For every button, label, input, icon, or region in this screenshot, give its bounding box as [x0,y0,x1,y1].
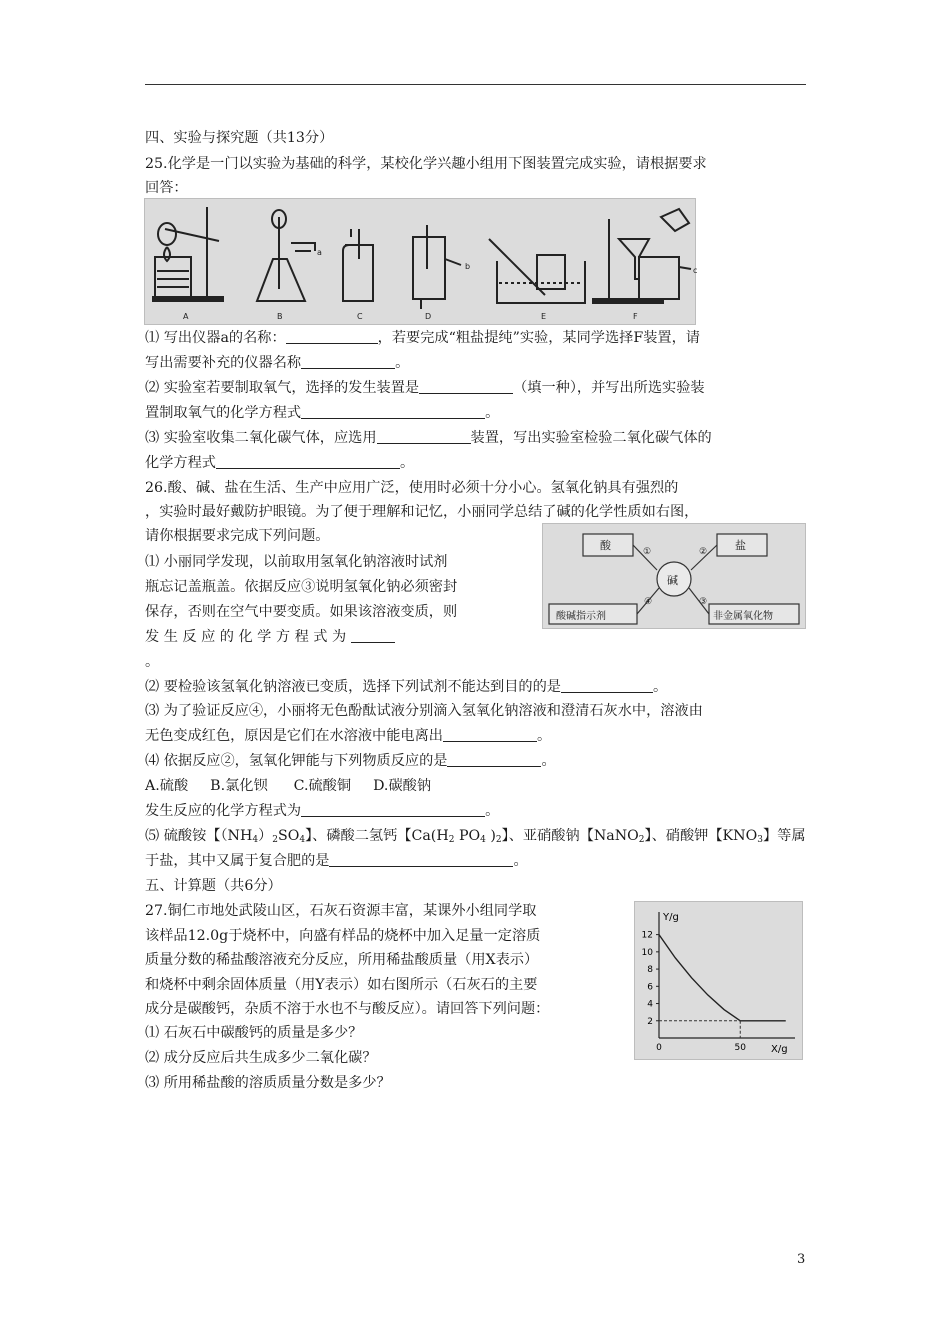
apparatus-a [153,207,223,301]
label-D: D [425,312,432,321]
y-tick-label: 12 [641,930,653,941]
option-d[interactable]: D.碳酸钠 [373,778,432,794]
base-properties-diagram [542,523,806,629]
section-4-heading: 四、实验与探究题（共13分） [145,130,334,146]
edge-1: ① [643,547,652,557]
q26-intro-3: 请你根据要求完成下列问题。 [145,528,330,544]
q26-intro-1: 26.酸、碱、盐在生活、生产中应用广泛，使用时必须十分小心。氢氧化钠具有强烈的 [145,480,679,496]
label-F: F [633,312,638,321]
option-c[interactable]: C.硫酸铜 [293,778,352,794]
series-line [659,935,786,1021]
q27-line4: 和烧杯中剩余固体质量（用Y表示）如右图所示（石灰石的主要 [145,977,538,993]
x-tick-label: 50 [734,1043,746,1053]
q27-line1: 27.铜仁市地处武陵山区，石灰石资源丰富，某课外小组同学取 [145,903,537,919]
header-rule [145,84,806,85]
option-b[interactable]: B.氯化钡 [210,778,268,794]
q26-p5-line1: ⑸ 硫酸铵【$(NH_4)_2SO_4$】、磷酸二氢钙【$Ca(H_2$ $PO_4$ )$_2$】、亚硝酸钠【NaNO$_2$】、硝酸钾【$KNO_3$】等属 [145,828,806,845]
q26-p4: ⑷ 依据反应②，氢氧化钾能与下列物质反应的是 。 [145,753,556,769]
x-tick-label: 0 [656,1043,662,1053]
q25-p3-line1: ⑶ 实验室收集二氧化碳气体，应选用 装置，写出实验室检验二氧化碳气体的 [145,430,712,446]
apparatus-f [593,209,691,303]
q26-p1-line2: 瓶忘记盖瓶盖。依据反应③说明氢氧化钠必须密封 [145,579,458,595]
answer-blank[interactable] [329,852,513,867]
mass-chart-svg [635,902,802,1059]
x-axis-label: X/g [771,1044,788,1055]
q26-p2: ⑵ 要检验该氢氧化钠溶液已变质，选择下列试剂不能达到目的的是 。 [145,679,668,695]
y-tick-label: 8 [647,965,653,976]
q27-sub1: ⑴ 石灰石中碳酸钙的质量是多少？ [145,1025,363,1041]
apparatus-figure [144,198,696,325]
q26-intro-2: ，实验时最好戴防护眼镜。为了便于理解和记忆，小丽同学总结了碱的化学性质如右图， [145,504,699,520]
section-5-heading: 五、计算题（共6分） [145,878,282,894]
edge-3: ③ [699,597,708,607]
answer-blank[interactable] [216,454,400,469]
page-number: 3 [797,1252,806,1267]
y-tick-label: 4 [647,999,653,1010]
apparatus-drawing [145,199,698,324]
q27-line3: 质量分数的稀盐酸溶液充分反应，所用稀盐酸质量（用X表示） [145,952,539,968]
y-tick-label: 2 [647,1016,653,1027]
node-acid: 酸 [600,539,611,552]
label-c-pointer: c [693,266,698,275]
node-nonmetal-oxide: 非金属氧化物 [713,611,773,622]
base-diagram-drawing [543,524,805,628]
node-salt: 盐 [735,539,746,552]
label-E: E [541,312,547,321]
label-A: A [183,312,189,321]
y-axis-label: Y/g [663,912,679,923]
label-C: C [357,312,363,321]
answer-blank[interactable] [447,752,541,767]
q26-p1-end: 。 [145,654,160,670]
q26-p3-line2: 无色变成红色，原因是它们在水溶液中能电离出 。 [145,728,552,744]
option-a[interactable]: A.硫酸 [145,778,189,794]
answer-blank[interactable] [443,727,537,742]
q25-p2-line1: ⑵ 实验室若要制取氧气，选择的发生装置是 （填一种），并写出所选实验装 [145,380,705,396]
edge-2: ② [699,547,708,557]
apparatus-d [413,225,461,309]
q25-p1-line1: ⑴ 写出仪器a的名称： ，若要完成“粗盐提纯”实验，某同学选择F装置，请 [145,330,700,346]
answer-blank[interactable] [561,678,653,693]
q26-p5-line2: 于盐，其中又属于复合肥的是 。 [145,853,528,869]
answer-blank[interactable] [419,379,513,394]
q27-sub3: ⑶ 所用稀盐酸的溶质质量分数是多少？ [145,1075,391,1091]
label-b-pointer: b [465,262,471,271]
q25-p1-line2: 写出需要补充的仪器名称 。 [145,355,410,371]
q25-intro-2: 回答： [145,180,188,196]
label-a-pointer: a [317,248,322,257]
q25-intro-1: 25.化学是一门以实验为基础的科学，某校化学兴趣小组用下图装置完成实验，请根据要求 [145,156,707,172]
node-indicator: 酸碱指示剂 [556,611,606,622]
answer-blank[interactable] [301,802,485,817]
q26-p1-line1: ⑴ 小丽同学发现，以前取用氢氧化钠溶液时试剂 [145,554,448,570]
mass-chart [634,901,803,1060]
q26-p3-line1: ⑶ 为了验证反应④，小丽将无色酚酞试液分别滴入氢氧化钠溶液和澄清石灰水中，溶液由 [145,703,703,719]
q26-p1-line4: 发 生 反 应 的 化 学 方 程 式 为 [145,627,395,647]
y-tick-label: 10 [641,947,653,958]
q27-line2: 该样品12.0g于烧杯中，向盛有样品的烧杯中加入足量一定溶质 [145,928,541,944]
answer-blank[interactable] [301,354,395,369]
answer-blank[interactable] [351,628,395,643]
apparatus-b [257,210,315,301]
answer-blank[interactable] [301,404,485,419]
node-base-center: 碱 [667,574,678,587]
q26-options [145,776,431,796]
q27-line5: 成分是碳酸钙，杂质不溶于水也不与酸反应）。请回答下列问题： [145,1001,550,1017]
label-B: B [277,312,283,321]
apparatus-e [489,239,585,303]
q25-p3-line2: 化学方程式 。 [145,455,415,471]
q25-p2-line2: 置制取氧气的化学方程式 。 [145,405,500,421]
edge-4: ④ [644,597,653,607]
answer-blank[interactable] [286,329,378,344]
q27-sub2: ⑵ 成分反应后共生成多少二氧化碳？ [145,1050,377,1066]
q26-p1-line3: 保存，否则在空气中要变质。如果该溶液变质，则 [145,604,458,620]
answer-blank[interactable] [377,429,471,444]
q26-p4-equation: 发生反应的化学方程式为 。 [145,803,500,819]
y-tick-label: 6 [647,982,653,993]
apparatus-c [343,229,373,301]
